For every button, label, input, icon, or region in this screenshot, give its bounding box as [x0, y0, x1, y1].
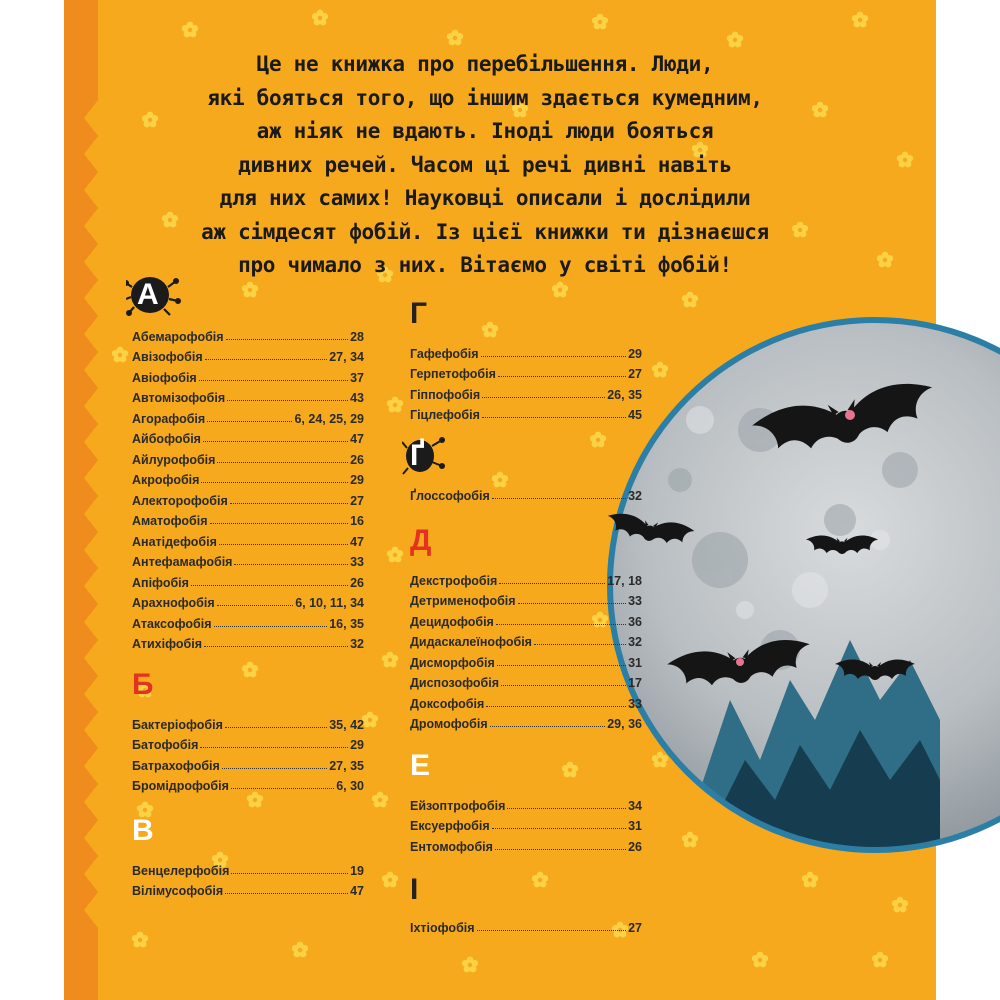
section-letter: А: [137, 278, 159, 311]
dot-leader: [495, 849, 626, 850]
entry-pages: 17: [628, 676, 642, 690]
index-entry: [410, 914, 642, 935]
dot-leader: [205, 359, 328, 360]
dot-leader: [217, 605, 294, 606]
entry-term: Дисморфобія: [410, 655, 495, 670]
entry-term: Алекторофобія: [132, 493, 228, 508]
index-entry: [410, 567, 642, 588]
entry-term: Ексуерфобія: [410, 819, 490, 833]
index-entry: [132, 732, 364, 753]
section-letter: В: [132, 814, 154, 847]
entry-pages: 17, 18: [607, 573, 642, 588]
section-letter: Г: [410, 297, 428, 330]
entry-pages: 32: [628, 635, 642, 649]
index-section-a: [132, 275, 364, 651]
entry-pages: 34: [628, 798, 642, 813]
dot-leader: [226, 339, 349, 340]
intro-line: дивних речей. Часом ці речі дивні навіть: [238, 152, 732, 177]
index-entry: [132, 323, 364, 344]
entry-pages: 31: [628, 655, 642, 670]
section-letter: Е: [410, 749, 431, 782]
entry-term: Апіфобія: [132, 575, 189, 590]
entry-term: Акрофобія: [132, 473, 200, 487]
dot-leader: [477, 930, 627, 931]
index-entry: [132, 610, 364, 631]
entry-pages: 28: [350, 329, 364, 344]
entry-term: Анатідефобія: [132, 534, 217, 549]
entry-term: Авіофобія: [132, 370, 197, 385]
dot-leader: [496, 624, 626, 625]
dot-leader: [204, 646, 348, 647]
index-entry: [132, 344, 364, 365]
dot-leader: [219, 544, 348, 545]
entry-term: Доксофобія: [410, 696, 485, 711]
entry-term: Атихіфобія: [132, 637, 202, 651]
entry-pages: 27, 35: [329, 758, 364, 773]
entry-term: Детрименофобія: [410, 594, 516, 608]
index-entry: [410, 629, 642, 650]
entry-pages: 6, 24, 25, 29: [294, 411, 364, 426]
index-entry: [132, 631, 364, 652]
index-entry: [410, 402, 642, 423]
dot-leader: [225, 727, 327, 728]
dot-leader: [200, 747, 348, 748]
dot-leader: [203, 441, 348, 442]
entry-term: Дромофобія: [410, 717, 488, 731]
index-entry: [132, 857, 364, 878]
index-entry: [132, 549, 364, 570]
index-entry: [410, 813, 642, 834]
dot-leader: [507, 808, 626, 809]
entry-pages: 27: [628, 920, 642, 935]
entry-term: Агорафобія: [132, 411, 206, 426]
index-entry: [410, 711, 642, 732]
dot-leader: [490, 726, 606, 727]
index-entry: [132, 528, 364, 549]
dot-leader: [482, 397, 605, 398]
index-entry: [410, 608, 642, 629]
entry-term: Аматофобія: [132, 514, 208, 528]
entry-pages: 27: [350, 493, 364, 508]
intro-line: які бояться того, що іншим здається кумедним,: [207, 85, 763, 110]
entry-term: Айбофобія: [132, 432, 201, 446]
dot-leader: [207, 421, 292, 422]
index-entry: [410, 792, 642, 813]
entry-pages: 29: [350, 738, 364, 752]
index-section-i: [410, 870, 642, 935]
dot-leader: [499, 583, 605, 584]
dot-leader: [534, 644, 626, 645]
entry-term: Авізофобія: [132, 350, 203, 364]
dot-leader: [217, 462, 348, 463]
entry-term: Гіппофобія: [410, 387, 481, 402]
index-section-b: [132, 665, 364, 793]
dot-leader: [481, 356, 627, 357]
entry-term: Вілімусофобія: [132, 884, 224, 898]
index-entry: [410, 482, 642, 503]
index-entry: [410, 361, 642, 382]
dot-leader: [492, 828, 626, 829]
dot-leader: [518, 603, 627, 604]
dot-leader: [498, 376, 626, 377]
index-entry: [410, 833, 642, 854]
entry-pages: 45: [628, 408, 642, 422]
intro-line: аж ніяк не вдають. Іноді люди бояться: [256, 119, 714, 143]
entry-term: Герпетофобія: [410, 367, 496, 381]
index-entry: [410, 649, 642, 670]
entry-pages: 29: [628, 346, 642, 361]
entry-term: Айлурофобія: [132, 452, 216, 467]
entry-pages: 43: [350, 391, 364, 405]
entry-pages: 26, 35: [607, 387, 642, 402]
entry-pages: 31: [628, 819, 642, 833]
index-entry: [410, 340, 642, 361]
entry-pages: 29, 36: [607, 717, 642, 731]
dot-leader: [222, 768, 327, 769]
index-entry: [410, 381, 642, 402]
entry-term: Батрахофобія: [132, 758, 220, 773]
index-section-g: [410, 436, 642, 503]
intro-line: Це не книжка про перебільшення. Люди,: [256, 52, 714, 76]
entry-term: Батофобія: [132, 738, 199, 752]
entry-pages: 32: [350, 637, 364, 651]
index-entry: [132, 878, 364, 899]
dot-leader: [230, 503, 348, 504]
entry-term: Ейзоптрофобія: [410, 798, 506, 813]
intro-line: про чимало з них. Вітаємо у світі фобій!: [238, 253, 732, 277]
index-section-h: [410, 294, 642, 422]
section-letter: Б: [132, 668, 154, 701]
entry-pages: 29: [350, 473, 364, 487]
index-entry: [132, 752, 364, 773]
index-entry: [132, 364, 364, 385]
dot-leader: [492, 498, 626, 499]
entry-pages: 32: [628, 488, 642, 503]
index-entry: [132, 590, 364, 611]
entry-pages: 37: [350, 370, 364, 385]
index-entry: [410, 670, 642, 691]
intro-line: аж сімдесят фобій. Із цієї книжки ти дізнаєшся: [201, 219, 769, 244]
dot-leader: [497, 665, 626, 666]
entry-term: Атаксофобія: [132, 616, 212, 631]
entry-pages: 26: [628, 839, 642, 854]
entry-term: Бромідрофобія: [132, 779, 229, 793]
entry-term: Децидофобія: [410, 614, 494, 629]
index-entry: [132, 405, 364, 426]
entry-pages: 33: [350, 555, 364, 569]
entry-term: Абемарофобія: [132, 329, 224, 344]
dot-leader: [231, 873, 348, 874]
dot-leader: [214, 626, 328, 627]
index-entry: [132, 773, 364, 794]
index-entry: [132, 467, 364, 488]
dot-leader: [227, 400, 348, 401]
entry-pages: 6, 30: [336, 779, 364, 793]
index-section-e: [410, 746, 642, 854]
index-entry: [410, 588, 642, 609]
entry-term: Диспозофобія: [410, 676, 499, 690]
entry-pages: 35, 42: [329, 717, 364, 732]
entry-term: Дидаскалеїнофобія: [410, 635, 532, 649]
index-entry: [132, 426, 364, 447]
dot-leader: [201, 482, 348, 483]
dot-leader: [501, 685, 626, 686]
dot-leader: [199, 380, 348, 381]
intro-paragraph: [195, 48, 775, 283]
intro-line: для них самих! Науковці описали і дослідили: [219, 186, 751, 210]
index-entry: [132, 385, 364, 406]
index-entry: [132, 487, 364, 508]
index-entry: [132, 508, 364, 529]
index-entry: [132, 446, 364, 467]
dot-leader: [210, 523, 349, 524]
entry-term: Автомізофобія: [132, 391, 226, 405]
entry-pages: 19: [350, 863, 364, 878]
entry-term: Гіцлефобія: [410, 408, 480, 422]
section-letter: Д: [410, 524, 432, 557]
dot-leader: [191, 585, 348, 586]
entry-term: Гафефобія: [410, 346, 479, 361]
entry-pages: 6, 10, 11, 34: [295, 596, 364, 610]
entry-pages: 27: [628, 367, 642, 381]
entry-pages: 26: [350, 575, 364, 590]
entry-pages: 47: [350, 884, 364, 898]
index-section-d: [410, 521, 642, 731]
entry-pages: 16: [350, 514, 364, 528]
entry-pages: 33: [628, 594, 642, 608]
section-letter: Ґ: [410, 439, 425, 472]
dot-leader: [225, 893, 348, 894]
dot-leader: [231, 788, 334, 789]
index-section-v: [132, 811, 364, 898]
entry-pages: 47: [350, 534, 364, 549]
entry-term: Ентомофобія: [410, 839, 493, 854]
entry-term: Арахнофобія: [132, 596, 215, 610]
entry-term: Венцелерфобія: [132, 863, 230, 878]
dot-leader: [482, 417, 626, 418]
entry-term: Ґлоссофобія: [410, 488, 490, 503]
entry-term: Декстрофобія: [410, 573, 498, 588]
entry-pages: 27, 34: [329, 350, 364, 364]
dot-leader: [234, 564, 348, 565]
entry-pages: 26: [350, 452, 364, 467]
entry-pages: 36: [628, 614, 642, 629]
index-entry: [410, 690, 642, 711]
entry-pages: 16, 35: [329, 616, 364, 631]
section-letter: І: [410, 873, 419, 906]
entry-term: Бактеріофобія: [132, 717, 223, 732]
entry-pages: 33: [628, 696, 642, 711]
index-entry: [132, 711, 364, 732]
index-entry: [132, 569, 364, 590]
entry-term: Іхтіофобія: [410, 920, 475, 935]
entry-term: Антефамафобія: [132, 555, 233, 569]
dot-leader: [486, 706, 626, 707]
entry-pages: 47: [350, 432, 364, 446]
